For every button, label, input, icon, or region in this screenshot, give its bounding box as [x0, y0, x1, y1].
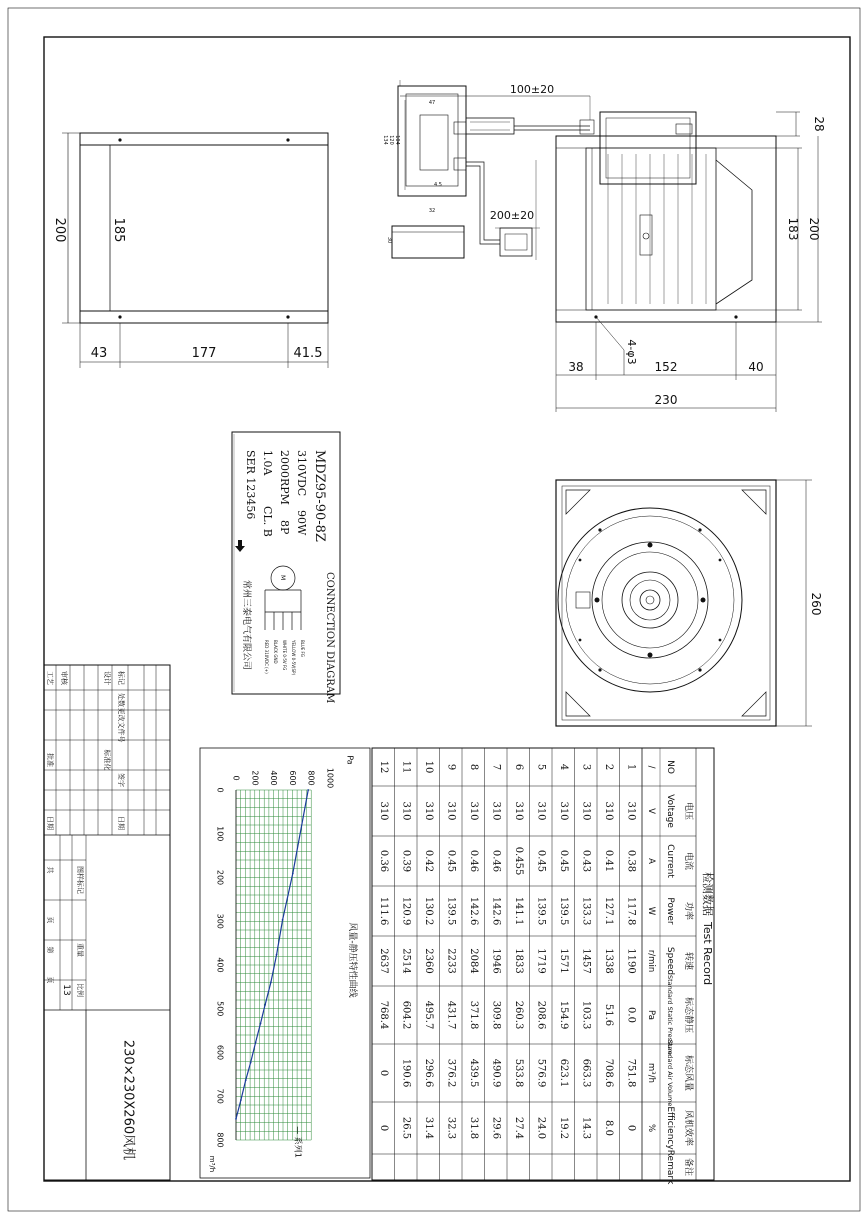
series-point: [240, 1099, 242, 1101]
table-cell: 27.4: [512, 1116, 524, 1140]
table-cell: 310: [535, 801, 547, 821]
x-tick-label: 400: [215, 957, 225, 973]
row-number: 11: [400, 760, 412, 774]
title-block-c2: 处数: [117, 693, 125, 707]
column-header-en: NO: [665, 760, 675, 774]
table-cell: 14.3: [580, 1116, 592, 1140]
series-point: [270, 981, 272, 983]
title-block-page_label: 第: [46, 946, 54, 954]
table-cell: 51.6: [602, 1003, 614, 1027]
row-number: 7: [490, 763, 502, 771]
title-block-review: 审核: [60, 671, 68, 685]
dim-bottom-left: 38: [568, 360, 584, 374]
table-cell: 2084: [467, 948, 479, 974]
table-cell: 623.1: [557, 1058, 569, 1088]
table-cell: 208.6: [535, 1000, 547, 1030]
table-cell: 32.3: [445, 1116, 457, 1140]
row-number: 6: [512, 763, 524, 771]
table-cell: 310: [422, 801, 434, 821]
table-cell: 296.6: [422, 1058, 434, 1088]
column-header-unit: m³/h: [646, 1063, 656, 1083]
x-tick-label: 500: [215, 1001, 225, 1017]
table-cell: 310: [400, 801, 412, 821]
table-cell: 26.5: [400, 1116, 412, 1140]
fan-side-view: [556, 112, 822, 412]
table-cell: 154.9: [557, 1000, 569, 1030]
table-cell: 29.6: [490, 1116, 502, 1140]
table-cell: 24.0: [535, 1116, 547, 1140]
x-tick-label: 800: [215, 1132, 225, 1148]
column-header-unit: /: [646, 765, 656, 769]
nameplate-serial: SER 123456: [244, 450, 257, 520]
table-cell: 0.45: [445, 849, 457, 873]
table-cell: 142.6: [467, 896, 479, 926]
dim-right-top: 28: [812, 116, 826, 132]
title-block-design: 设计: [103, 671, 111, 685]
column-header-en: Remark: [665, 1149, 675, 1185]
column-header-cn: 转速: [683, 951, 693, 971]
table-cell: 190.6: [400, 1058, 412, 1088]
nameplate-speed: 2000RPM: [278, 450, 291, 505]
column-header-cn: 标态静压: [683, 996, 693, 1034]
chart-title: 风量-静压特性曲线: [347, 922, 357, 998]
title-block-c5: 日期: [117, 816, 125, 830]
series-point: [235, 1118, 237, 1120]
nameplate-voltage: 310VDC: [295, 450, 308, 497]
title-block-sheet-count: 13: [61, 984, 71, 996]
column-header-cn: 风机效率: [683, 1109, 693, 1147]
table-cell: 117.8: [625, 896, 637, 926]
dim-ctrl-47: 47: [428, 100, 436, 106]
series-point: [260, 1023, 262, 1025]
dim-ctrl-v1: 134: [382, 135, 388, 145]
motor-symbol-label: M: [279, 575, 286, 581]
outer-frame: [8, 8, 860, 1211]
column-header-en: Current: [665, 844, 675, 878]
fan-front-view: [556, 480, 812, 726]
table-cell: 1946: [490, 948, 502, 974]
nameplate-power: 90W: [295, 510, 308, 536]
y-tick-label: 800: [306, 770, 316, 786]
dim-top: 100±20: [509, 83, 555, 96]
dim-ctrl-v4: 4.5: [434, 182, 442, 188]
wire-label: YELLOW 0-5V(SP): [291, 640, 296, 676]
table-cell: 0.0: [625, 1007, 637, 1023]
dim-front-height: 260: [809, 592, 823, 616]
x-tick-label: 600: [215, 1044, 225, 1061]
column-header-en: Standard Static Pressure: [666, 974, 674, 1056]
table-cell: 1457: [580, 948, 592, 974]
wire-label: RED 310VDC (+): [264, 640, 269, 674]
table-cell: 0.455: [512, 846, 524, 876]
dim-ctrl-30: 30: [386, 236, 392, 244]
table-cell: 2233: [445, 948, 457, 974]
table-cell: 576.9: [535, 1058, 547, 1088]
title-block-total: 共: [46, 866, 54, 874]
x-tick-label: 0: [215, 787, 225, 793]
table-cell: 120.9: [400, 896, 412, 926]
dim-ctrl-32: 32: [428, 208, 436, 214]
x-tick-label: 700: [215, 1088, 225, 1104]
row-number: 3: [580, 763, 592, 771]
table-cell: 310: [512, 801, 524, 821]
table-cell: 431.7: [445, 1000, 457, 1030]
table-cell: 0: [625, 1124, 637, 1132]
table-cell: 103.3: [580, 1000, 592, 1030]
hole-note: 4-φ3: [625, 339, 638, 365]
y-tick-label: 0: [231, 775, 241, 781]
table-cell: 439.5: [467, 1058, 479, 1088]
series-point: [264, 1004, 266, 1006]
nameplate-model: MDZ95-90-8Z: [312, 450, 327, 542]
table-title-cn: 检测数据: [701, 872, 714, 916]
table-cell: 111.6: [377, 896, 389, 926]
column-header-en: Voltage: [665, 794, 675, 828]
row-number: 9: [445, 763, 457, 771]
column-header-unit: r/min: [646, 949, 656, 973]
table-cell: 310: [490, 801, 502, 821]
dim-bottom-right: 40: [748, 360, 764, 374]
row-number: 5: [535, 763, 547, 771]
column-header-unit: V: [646, 808, 656, 814]
table-cell: 0.45: [535, 849, 547, 873]
dim-ctrl-v2: 120: [388, 135, 394, 145]
y-axis-label: Pa: [345, 755, 355, 765]
dim-connector: 200±20: [489, 209, 535, 222]
nameplate-maker: 常州三泰电气有限公司: [241, 580, 251, 671]
rotation-arrow-icon: [235, 540, 245, 552]
dim-bottom-mid: 152: [654, 360, 678, 374]
column-header-en: Power: [665, 897, 675, 925]
table-cell: 0.38: [625, 849, 637, 873]
dim-side-mid: 177: [191, 346, 217, 361]
title-block-stage: 图样标记: [76, 866, 84, 894]
table-cell: 533.8: [512, 1058, 524, 1088]
table-cell: 310: [602, 801, 614, 821]
table-cell: 751.8: [625, 1058, 637, 1088]
nameplate-diagram-title: CONNECTION DIAGRAM: [324, 572, 335, 704]
row-number: 4: [557, 763, 569, 771]
y-tick-label: 600: [287, 770, 297, 786]
dim-right-height: 200: [807, 217, 821, 241]
column-header-cn: 标态风量: [683, 1054, 693, 1092]
nameplate-poles: 8P: [278, 520, 291, 535]
table-cell: 371.8: [467, 1000, 479, 1030]
series-point: [276, 954, 278, 956]
column-header-cn: 备注: [683, 1157, 693, 1177]
table-cell: 142.6: [490, 896, 502, 926]
dim-side-left: 43: [90, 346, 108, 361]
dim-side-inner: 185: [111, 217, 126, 243]
table-cell: 1338: [602, 948, 614, 974]
title-block-weight: 重量: [76, 943, 84, 957]
table-cell: 2360: [422, 948, 434, 974]
column-header-unit: %: [646, 1123, 656, 1133]
wire-labels: [264, 639, 305, 675]
title-block-c3: 更改文件号: [117, 707, 125, 743]
column-header-unit: W: [646, 906, 656, 916]
table-cell: 141.1: [512, 896, 524, 926]
table-cell: 604.2: [400, 1000, 412, 1030]
series-point: [282, 919, 284, 921]
table-cell: 0.36: [377, 849, 389, 873]
dim-right-inner: 183: [786, 217, 800, 241]
column-header-unit: A: [646, 858, 656, 864]
table-cell: 2514: [400, 948, 412, 974]
nameplate-insulation: CL. B: [261, 506, 274, 537]
table-cell: 0.46: [490, 849, 502, 873]
series-point: [250, 1062, 252, 1064]
y-tick-label: 200: [250, 770, 260, 786]
table-cell: 708.6: [602, 1058, 614, 1088]
column-header-cn: 电流: [683, 851, 693, 871]
row-number: 12: [377, 760, 389, 774]
controller-drawing: [392, 80, 594, 260]
table-cell: 130.2: [422, 896, 434, 926]
wire-label: BLACK GND: [273, 640, 278, 664]
table-cell: 490.9: [490, 1058, 502, 1088]
y-tick-label: 1000: [325, 767, 335, 789]
table-cell: 0.39: [400, 849, 412, 873]
dim-ctrl-v3: 104: [394, 135, 400, 145]
table-cell: 19.2: [557, 1116, 569, 1140]
table-cell: 8.0: [602, 1120, 614, 1136]
column-header-cn: 电压: [683, 801, 693, 821]
table-cell: 310: [377, 801, 389, 821]
table-cell: 309.8: [490, 1000, 502, 1030]
column-header-unit: Pa: [646, 1010, 656, 1020]
title-block-approve: 批准: [46, 753, 54, 767]
table-cell: 0.42: [422, 849, 434, 873]
table-cell: 2637: [377, 948, 389, 974]
table-cell: 376.2: [445, 1058, 457, 1088]
table-cell: 663.3: [580, 1058, 592, 1088]
table-cell: 310: [580, 801, 592, 821]
table-cell: 495.7: [422, 1000, 434, 1030]
table-cell: 31.8: [467, 1116, 479, 1140]
table-cell: 0: [377, 1069, 389, 1077]
dim-side-right: 41.5: [293, 346, 323, 361]
x-tick-label: 100: [215, 826, 225, 842]
series-point: [292, 873, 294, 875]
table-cell: 260.3: [512, 1000, 524, 1030]
table-cell: 0.41: [602, 849, 614, 873]
table-cell: 133.3: [580, 896, 592, 926]
series-point: [307, 789, 309, 791]
table-title-en: Test Record: [701, 922, 714, 986]
x-tick-label: 300: [215, 913, 225, 929]
x-tick-label: 200: [215, 869, 225, 886]
table-cell: 31.4: [422, 1116, 434, 1140]
x-axis-label: m³/h: [208, 1155, 216, 1173]
title-block-scale: 比例: [76, 983, 84, 997]
title-block-sheet_of: 页: [46, 916, 54, 924]
table-cell: 1571: [557, 948, 569, 974]
title-block-page: 页: [46, 976, 54, 984]
y-tick-label: 400: [269, 770, 279, 786]
table-cell: 0.43: [580, 849, 592, 873]
table-cell: 139.5: [445, 896, 457, 926]
table-cell: 1719: [535, 948, 547, 974]
series-line: [236, 790, 308, 1119]
wire-label: BLUE FG: [300, 640, 305, 657]
drawing-title: 230×230X260风机: [120, 1039, 136, 1161]
column-header-en: Standard Air Volume: [666, 1039, 674, 1107]
title-block: [44, 665, 170, 1180]
dim-overall-width: 230: [654, 393, 678, 407]
test-record-table: [372, 748, 714, 1185]
column-header-cn: 功率: [683, 901, 693, 921]
series-point: [245, 1079, 247, 1081]
wire-label: WHITE 0-5V FG: [282, 640, 287, 671]
column-header-en: Efficiency: [665, 1106, 675, 1150]
row-number: 8: [467, 763, 479, 771]
row-number: 1: [625, 763, 637, 771]
table-cell: 1833: [512, 948, 524, 974]
table-cell: 0.45: [557, 849, 569, 873]
series-point: [255, 1042, 257, 1044]
row-number: 10: [422, 760, 434, 774]
title-block-process: 工艺: [46, 671, 54, 685]
side-view: [62, 133, 328, 368]
table-cell: 139.5: [535, 896, 547, 926]
table-cell: 310: [557, 801, 569, 821]
chart-legend: — 系列1: [293, 1126, 303, 1158]
title-block-date: 日期: [46, 816, 54, 830]
dim-side-height: 200: [52, 217, 67, 243]
title-block-c1: 标记: [117, 671, 125, 685]
table-cell: 310: [467, 801, 479, 821]
table-cell: 768.4: [377, 1000, 389, 1030]
column-header-en: Speed: [665, 946, 675, 976]
title-block-standardize: 标准化: [103, 749, 111, 771]
row-number: 2: [602, 763, 614, 771]
pressure-flow-chart: [200, 748, 370, 1178]
table-cell: 0.46: [467, 849, 479, 873]
table-cell: 0: [377, 1124, 389, 1132]
nameplate-current: 1.0A: [261, 450, 274, 476]
table-cell: 127.1: [602, 896, 614, 926]
table-cell: 139.5: [557, 896, 569, 926]
table-cell: 310: [625, 801, 637, 821]
table-cell: 310: [445, 801, 457, 821]
title-block-c4: 签字: [117, 773, 125, 787]
table-cell: 1190: [625, 948, 637, 974]
